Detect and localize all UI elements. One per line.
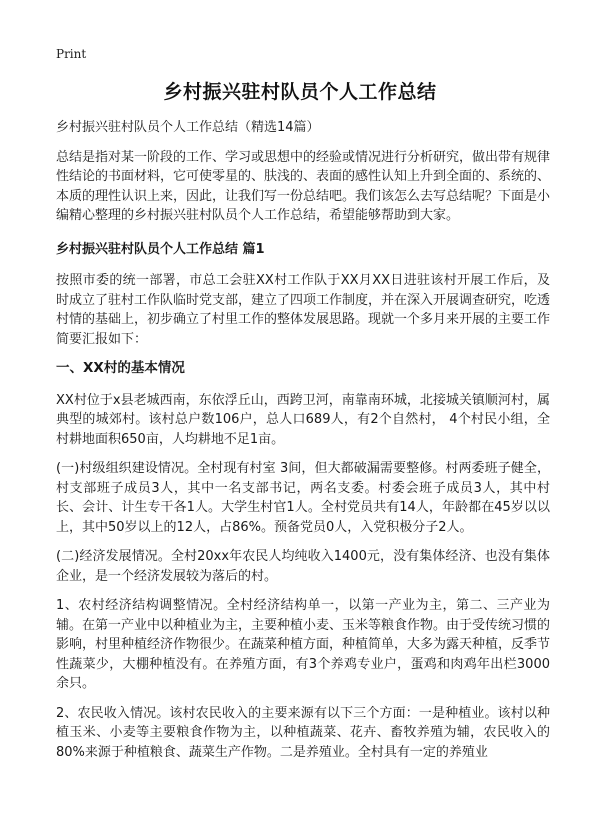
paragraph-2: XX村位于x县老城西南，东依浮丘山，西跨卫河，南靠南环城，北接城关镇顺河村，属典型的城郊村。该村总户数106户，总人口689人，有2个自然村， 4个村民小组，全村耕地面积650亩，人均耕地不足1亩。	[56, 392, 550, 447]
document-subtitle: 乡村振兴驻村队员个人工作总结（精选14篇）	[56, 120, 320, 135]
paragraph-5: 1、农村经济结构调整情况。全村经济结构单一，以第一产业为主，第二、三产业为辅。在第一产业中以种植业为主，主要种植小麦、玉米等粮食作物。由于受传统习惯的影响，村里种植经济作物很少。在蔬菜种植方面，种植简单，大多为露天种植，反季节性蔬菜少，大棚种植没有。在养殖方面，有3个养鸡专业户，蛋鸡和肉鸡年出栏3000余只。	[56, 598, 551, 691]
print-link[interactable]: Print	[56, 47, 87, 61]
heading-basic-situation: 一、XX村的基本情况	[56, 360, 185, 376]
paragraph-3: (一)村级组织建设情况。全村现有村室 3间，但大都破漏需要整修。村两委班子健全，村支部班子成员3人，其中一名支部书记，两名支委。村委会班子成员3人，其中村长、会计、计生专干各1人。大学生村官1人。全村党员共有14人，年龄都在45岁以以上，其中50岁以上的12人，占86%。预备党员0人，入党积极分子2人。	[56, 461, 550, 535]
paragraph-4: (二)经济发展情况。全村20xx年农民人均纯收入1400元，没有集体经济、也没有集体企业，是一个经济发展较为落后的村。	[56, 549, 550, 584]
section-title: 乡村振兴驻村队员个人工作总结 篇1	[56, 241, 265, 257]
page-title: 乡村振兴驻村队员个人工作总结	[163, 81, 437, 103]
paragraph-6: 2、农民收入情况。该村农民收入的主要来源有以下三个方面：一是种植业。该村以种植玉米、小麦等主要粮食作物为主，以种植蔬菜、花卉、畜牧养殖为辅，农民收入的80%来源于种植粮食、蔬菜生产作物。二是养殖业。全村具有一定的养殖业	[56, 705, 550, 760]
intro-paragraph: 总结是指对某一阶段的工作、学习或思想中的经验或情况进行分析研究，做出带有规律性结论的书面材料，它可使零星的、肤浅的、表面的感性认知上升到全面的、系统的、本质的理性认识上来，因此，让我们写一份总结吧。我们该怎么去写总结呢？下面是小编精心整理的乡村振兴驻村队员个人工作总结，希望能够帮助到大家。	[56, 149, 551, 223]
paragraph-1: 按照市委的统一部署，市总工会驻XX村工作队于XX月XX日进驻该村开展工作后，及时成立了驻村工作队临时党支部，建立了四项工作制度，并在深入开展调查研究，吃透村情的基础上，初步确立了村里工作的整体发展思路。现就一个多月来开展的主要工作简要汇报如下：	[56, 273, 551, 347]
document-body	[56, 118, 550, 772]
